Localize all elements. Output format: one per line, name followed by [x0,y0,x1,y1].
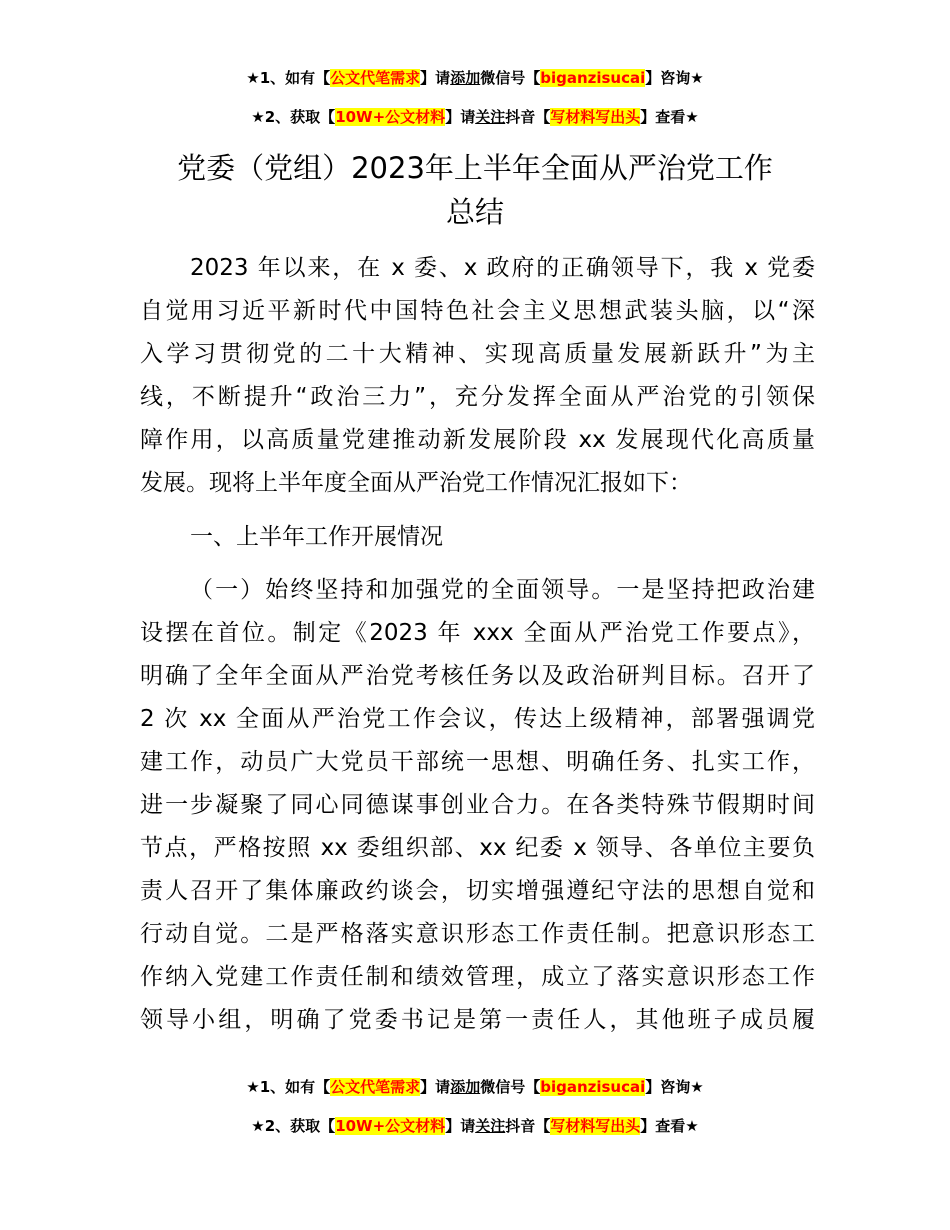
highlight-service: 公文代笔需求 [330,1078,421,1096]
body-line: 进一步凝聚了同心同德谋事创业合力。在各类特殊节假期时间 [140,792,815,818]
highlight-douyin: 写材料写出头 [550,108,641,126]
body-line: 设摆在首位。制定《2023 年 xxx 全面从严治党工作要点》， [140,620,815,646]
body-line: 障作用，以高质量党建推动新发展阶段 xx 发展现代化高质量 [140,427,815,453]
section-heading: 一、上半年工作开展情况 [190,524,443,550]
body-line: 2023 年以来，在 x 委、x 政府的正确领导下，我 x 党委 [190,255,815,281]
bottom-notice-line-2: ★2、获取【10W+公文材料】请关注抖音【写材料写出头】查看★ [251,1117,699,1135]
body-line: （一）始终坚持和加强党的全面领导。一是坚持把政治建 [190,577,815,603]
body-line: 明确了全年全面从严治党考核任务以及政治研判目标。召开了 [140,663,815,689]
body-line: 2 次 xx 全面从严治党工作会议，传达上级精神，部署强调党 [140,706,815,732]
star-icon: ★ [246,1078,260,1096]
body-line: 作纳入党建工作责任制和绩效管理，成立了落实意识形态工作 [140,964,815,990]
highlight-wechat-id: biganzisucai [540,69,646,87]
body-line: 行动自觉。二是严格落实意识形态工作责任制。把意识形态工 [140,921,815,947]
top-notice-line-1: ★1、如有【公文代笔需求】请添加微信号【biganzisucai】咨询★ [246,69,704,87]
body-line: 自觉用习近平新时代中国特色社会主义思想武装头脑，以“深 [140,298,815,324]
body-line: 节点，严格按照 xx 委组织部、xx 纪委 x 领导、各单位主要负 [140,835,815,861]
top-notice-line-2: ★2、获取【10W+公文材料】请关注抖音【写材料写出头】查看★ [251,108,699,126]
document-title: 党委（党组）2023年上半年全面从严治党工作 [177,151,773,185]
body-line: 入学习贯彻党的二十大精神、实现高质量发展新跃升”为主 [140,341,815,367]
highlight-douyin: 写材料写出头 [550,1117,641,1135]
highlight-materials: 10W+公文材料 [335,108,446,126]
highlight-wechat-id: biganzisucai [540,1078,646,1096]
body-line: 线，不断提升“政治三力”，充分发挥全面从严治党的引领保 [140,384,815,410]
body-line: 发展。现将上半年度全面从严治党工作情况汇报如下： [140,470,692,496]
highlight-materials: 10W+公文材料 [335,1117,446,1135]
document-title-continued: 总结 [445,195,504,229]
body-line: 责人召开了集体廉政约谈会，切实增强遵纪守法的思想自觉和 [140,878,815,904]
bottom-notice-line-1: ★1、如有【公文代笔需求】请添加微信号【biganzisucai】咨询★ [246,1078,704,1096]
body-line: 建工作，动员广大党员干部统一思想、明确任务、扎实工作， [140,749,815,775]
star-icon: ★ [246,69,260,87]
body-line: 领导小组，明确了党委书记是第一责任人，其他班子成员履 [140,1007,815,1033]
highlight-service: 公文代笔需求 [330,69,421,87]
